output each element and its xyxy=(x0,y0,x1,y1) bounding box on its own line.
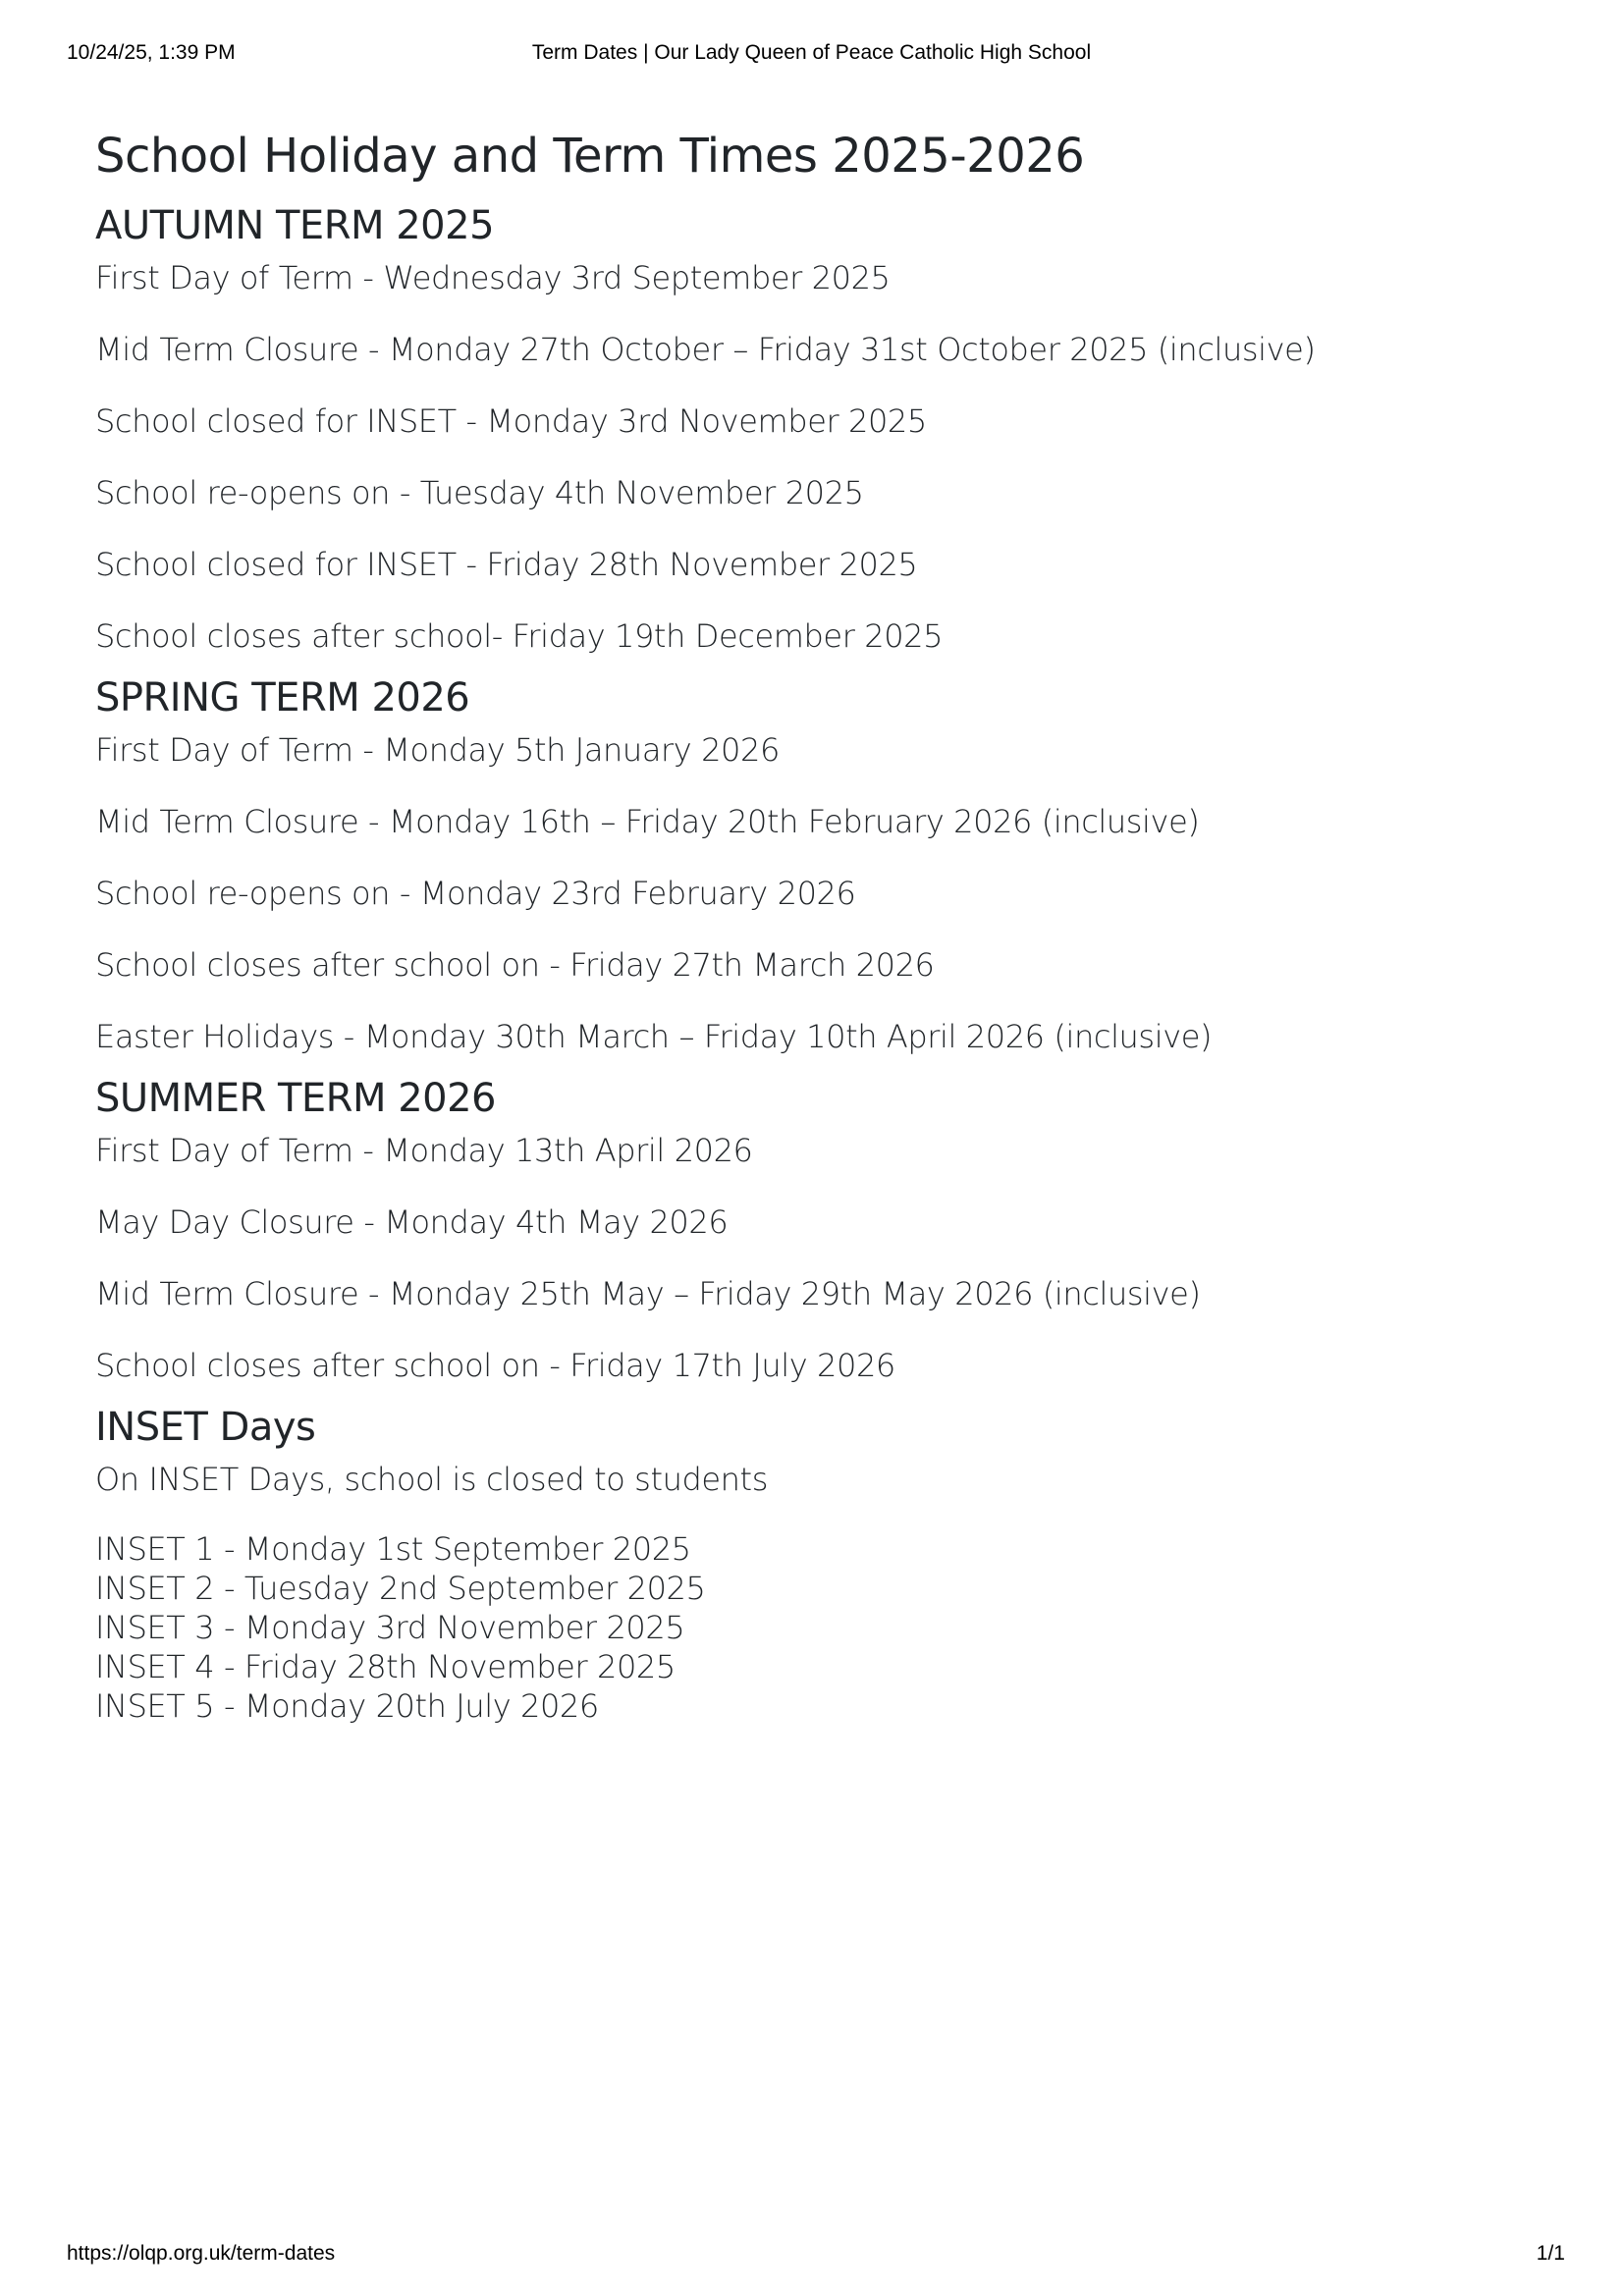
page-title: School Holiday and Term Times 2025-2026 xyxy=(95,129,1085,184)
print-datetime: 10/24/25, 1:39 PM xyxy=(67,41,236,64)
term-item: School re-opens on - Tuesday 4th November 2025 xyxy=(95,474,864,511)
inset-day: INSET 2 - Tuesday 2nd September 2025 xyxy=(95,1570,706,1607)
inset-intro: On INSET Days, school is closed to students xyxy=(95,1461,768,1498)
term-item: School closed for INSET - Friday 28th November 2025 xyxy=(95,546,918,583)
term-item: May Day Closure - Monday 4th May 2026 xyxy=(95,1203,729,1241)
inset-day: INSET 3 - Monday 3rd November 2025 xyxy=(95,1609,685,1646)
term-heading: SUMMER TERM 2026 xyxy=(95,1076,496,1121)
term-item: Mid Term Closure - Monday 25th May – Friday 29th May 2026 (inclusive) xyxy=(95,1275,1201,1312)
inset-days-section xyxy=(95,1404,1529,1726)
term-item: School closed for INSET - Monday 3rd November 2025 xyxy=(95,402,927,440)
term-heading: AUTUMN TERM 2025 xyxy=(95,203,495,248)
inset-day: INSET 1 - Monday 1st September 2025 xyxy=(95,1530,691,1568)
term-item: Mid Term Closure - Monday 16th – Friday 20th February 2026 (inclusive) xyxy=(95,803,1200,840)
print-header xyxy=(0,41,1623,67)
term-item: School closes after school on - Friday 17th July 2026 xyxy=(95,1347,895,1384)
term-item: Easter Holidays - Monday 30th March – Friday 10th April 2026 (inclusive) xyxy=(95,1018,1213,1055)
inset-day: INSET 5 - Monday 20th July 2026 xyxy=(95,1687,599,1725)
term-item: First Day of Term - Wednesday 3rd September 2025 xyxy=(95,259,891,296)
term-item: First Day of Term - Monday 13th April 2026 xyxy=(95,1132,753,1169)
inset-heading: INSET Days xyxy=(95,1405,316,1450)
inset-day: INSET 4 - Friday 28th November 2025 xyxy=(95,1648,676,1685)
term-item: Mid Term Closure - Monday 27th October – Friday 31st October 2025 (inclusive) xyxy=(95,331,1316,368)
print-url: https://olqp.org.uk/term-dates xyxy=(67,2242,336,2265)
term-item: First Day of Term - Monday 5th January 2026 xyxy=(95,731,780,769)
print-footer xyxy=(0,2242,1623,2268)
print-page-number: 1/1 xyxy=(1536,2242,1565,2265)
summer-term-section xyxy=(95,1075,1529,1386)
term-item: School re-opens on - Monday 23rd February 2026 xyxy=(95,875,856,912)
term-item: School closes after school on - Friday 27th March 2026 xyxy=(95,946,935,984)
term-heading: SPRING TERM 2026 xyxy=(95,675,470,721)
term-item: School closes after school- Friday 19th December 2025 xyxy=(95,617,944,655)
print-page-title: Term Dates | Our Lady Queen of Peace Catholic High School xyxy=(531,41,1092,64)
autumn-term-section xyxy=(95,202,1529,657)
main-content xyxy=(95,124,1529,1743)
inset-day-list xyxy=(95,1529,1529,1726)
spring-term-section xyxy=(95,674,1529,1057)
